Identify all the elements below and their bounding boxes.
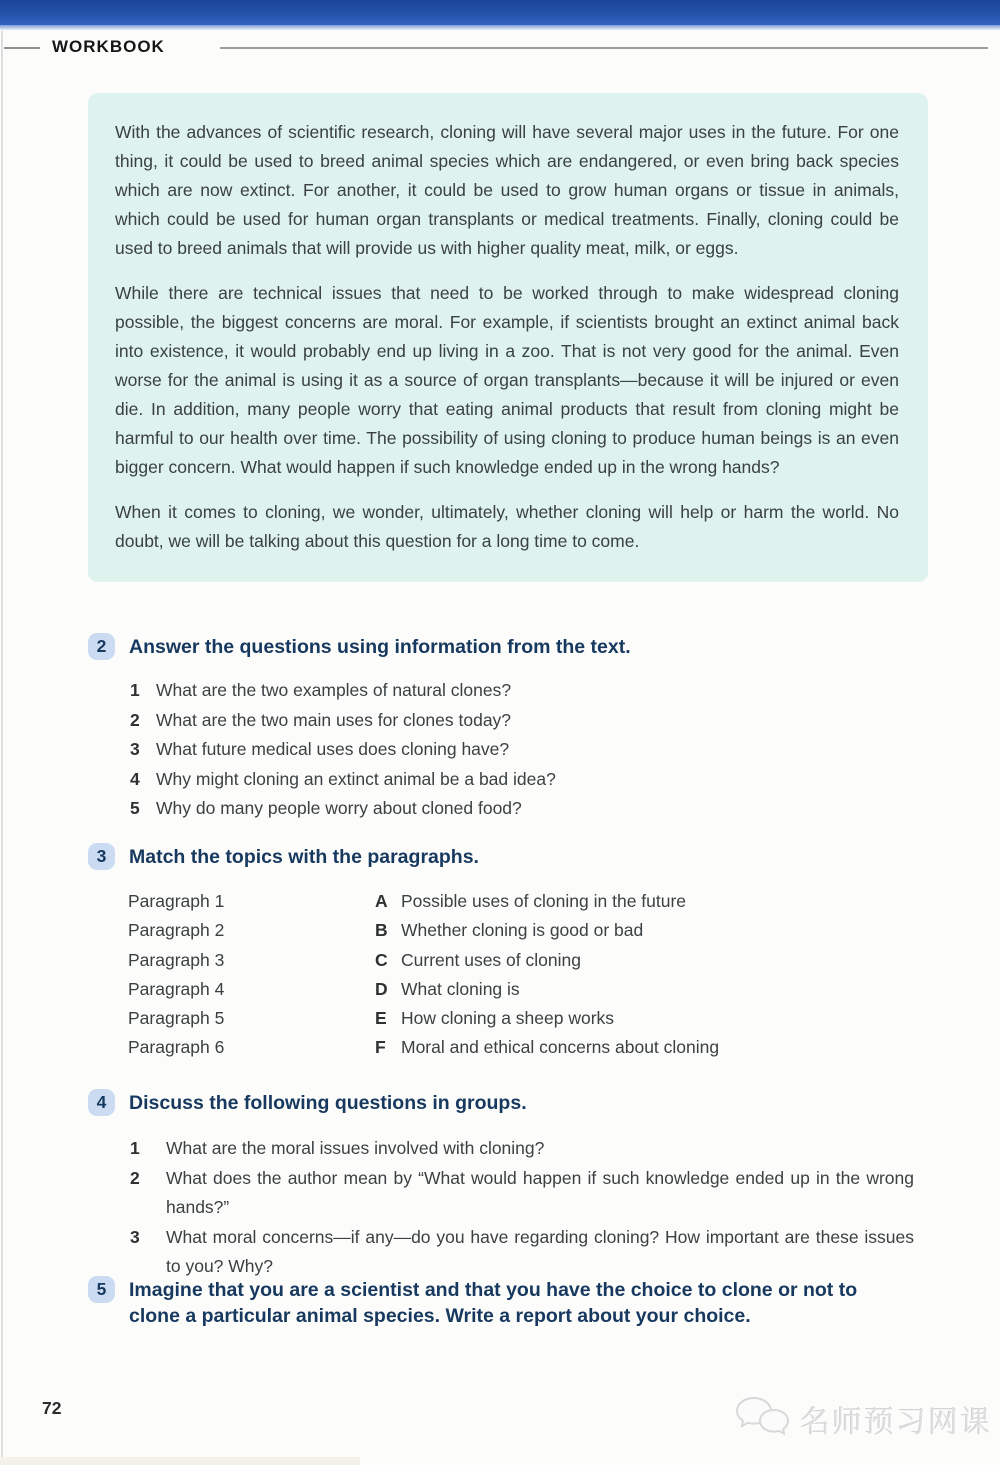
question-list [130,1134,928,1282]
question-text: What does the author mean by “What would happen if such knowledge ended up in the wrong hands?” [166,1167,914,1217]
question-text: What moral concerns—if any—do you have regarding cloning? How important are these issues to you? Why? [166,1226,914,1276]
paragraph-label: Paragraph 6 [128,1037,225,1058]
paragraph-label: Paragraph 1 [128,891,225,911]
match-row [128,1004,928,1033]
reading-paragraph-3: When it comes to cloning, we wonder, ultimately, whether cloning will help or harm the world. No doubt, we will be talking about this question for a long time to come. [115,502,899,551]
question-item [130,706,928,736]
question-number: 1 [130,680,140,700]
question-text: What are the two main uses for clones today? [156,709,512,730]
question-text: Why do many people worry about cloned food? [156,798,522,818]
exercise-title: Match the topics with the paragraphs. [129,846,479,868]
question-item [130,676,928,706]
watermark [734,1392,992,1445]
question-number: 5 [130,798,140,818]
topic-text: How cloning a sheep works [401,1008,615,1029]
exercise-5-header [88,1276,928,1329]
exercise-title: Discuss the following questions in groups. [129,1092,527,1114]
topic-text: Current uses of cloning [401,949,581,970]
match-row [128,946,928,975]
question-number: 3 [130,1226,140,1247]
watermark-text: 名师预习网课 [800,1405,992,1439]
question-number: 1 [130,1138,140,1158]
top-bar-fade [0,25,1000,31]
scan-smudge [0,1457,360,1465]
workbook-header [0,37,1000,59]
workbook-label: WORKBOOK [52,37,165,56]
exercise-number-badge: 5 [88,1276,115,1303]
exercise-3-header [88,843,928,870]
paragraph-label: Paragraph 2 [128,920,225,941]
topic-letter: C [375,949,388,970]
reading-paragraph-1: With the advances of scientific research, cloning will have several major uses in the future. For one thing, it could be used to breed animal species which are endangered, or even bring back species which are now extinct. For another, it could be used to grow human organs or tissue in animals, which could be used for human organ transplants or medical treatments. Finally, cloning could be used to breed animals that will provide us with higher quality meat, milk, or eggs. [115,122,899,258]
question-number: 2 [130,709,140,730]
top-blue-bar [0,0,1000,25]
exercise-section-4 [88,1089,928,1282]
question-text: What future medical uses does cloning have? [156,739,510,759]
paragraph-label: Paragraph 4 [128,978,225,999]
exercise-section-2 [88,633,928,824]
reading-paragraph-2: While there are technical issues that need to be worked through to make widespread cloning possible, the biggest concerns are moral. For example, if scientists brought an extinct animal back into existence, it would probably end up living in a zoo. That is not very good for the animal. Even worse for the animal is using it as a source of organ transplants—because it will be injured or even die. In addition, many people worry that eating animal products that result from cloning might be harmful to our health over time. The possibility of using cloning to produce human beings is an even bigger concern. What would happen if such knowledge ended up in the wrong hands? [115,283,899,477]
match-row [128,916,928,945]
page-edge-line [1,0,3,1465]
exercise-section-5 [88,1276,928,1329]
question-item [130,735,928,765]
match-row [128,1033,928,1062]
exercise-number-badge: 4 [88,1089,115,1116]
topic-letter: E [375,1008,387,1029]
topic-letter: A [375,891,388,911]
topic-letter: F [375,1037,386,1058]
question-item [130,794,928,824]
exercise-title: Imagine that you are a scientist and that you have the choice to clone or not to clone a particular animal species. Write a report about your choice. [129,1279,858,1327]
exercise-number-badge: 2 [88,633,115,660]
question-text: Why might cloning an extinct animal be a bad idea? [156,768,556,789]
topic-text: Moral and ethical concerns about cloning [401,1037,720,1058]
question-item [130,1223,928,1282]
paragraph-label: Paragraph 3 [128,949,225,970]
question-list [130,676,928,824]
exercise-section-3 [88,843,928,1063]
topic-text: What cloning is [401,978,520,999]
wechat-bubbles-logo-icon [734,1392,792,1445]
question-number: 3 [130,739,140,759]
match-row [128,975,928,1004]
reading-box [88,93,928,582]
topic-letter: D [375,978,388,999]
match-row [128,887,928,916]
header-rule-left [4,47,40,49]
page-number: 72 [42,1398,62,1418]
question-item [130,765,928,795]
exercise-number-badge: 3 [88,843,115,870]
question-item [130,1164,928,1223]
question-text: What are the two examples of natural clones? [156,680,512,700]
exercise-4-header [88,1089,928,1116]
exercise-title: Answer the questions using information from the text. [129,636,631,658]
topic-text: Whether cloning is good or bad [401,920,644,941]
paragraph-label: Paragraph 5 [128,1008,225,1029]
exercise-2-header [88,633,928,660]
topic-letter: B [375,920,388,941]
topic-text: Possible uses of cloning in the future [401,891,687,911]
header-rule-right [220,47,988,49]
question-item [130,1134,928,1164]
question-number: 2 [130,1167,140,1188]
matching-list [128,887,928,1063]
question-number: 4 [130,768,140,789]
question-text: What are the moral issues involved with cloning? [166,1138,545,1158]
